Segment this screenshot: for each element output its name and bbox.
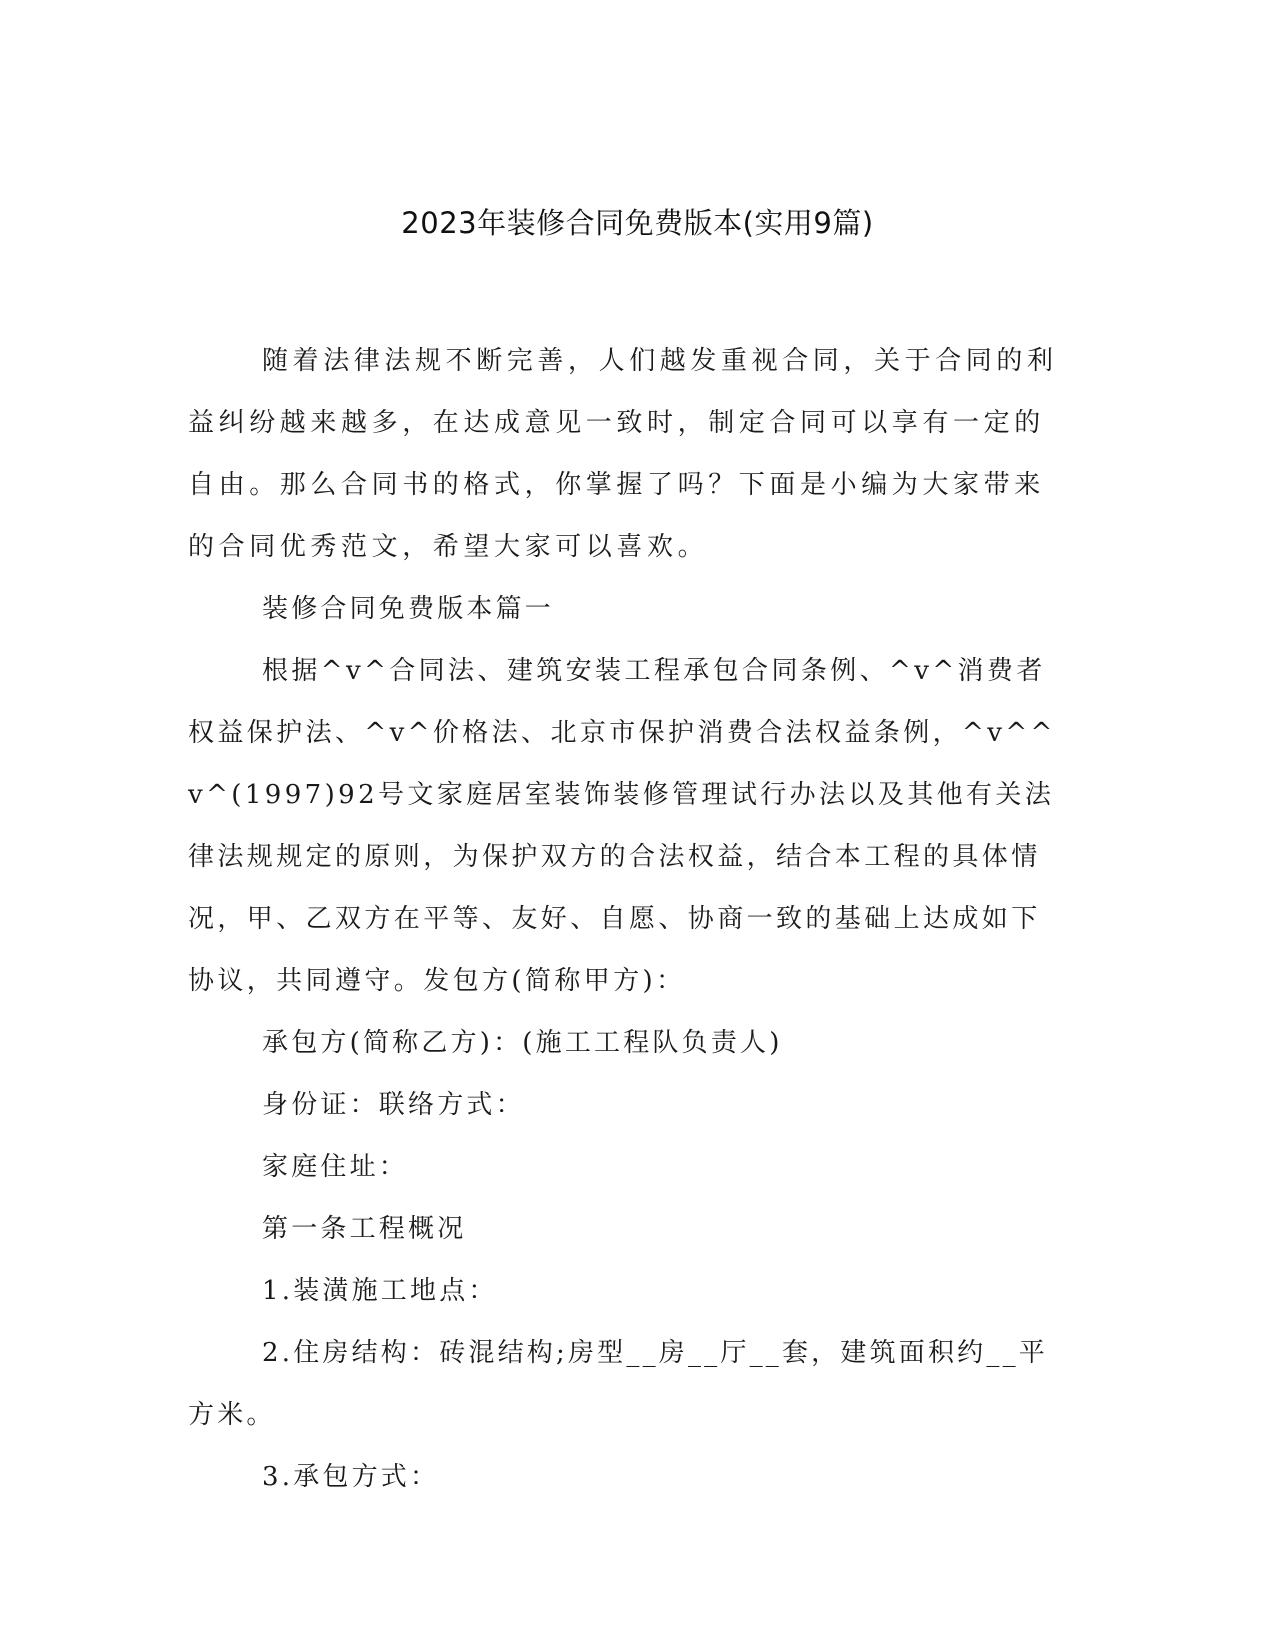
section-heading: 装修合同免费版本篇一 [262,594,555,624]
housing-structure-line: 2.住房结构：砖混结构;房型__房__厅__套，建筑面积约__平方米。 [188,1338,1048,1430]
document-body [188,330,1068,1508]
contract-method-line: 3.承包方式： [262,1462,440,1492]
construction-site-line: 1.装潢施工地点： [262,1276,498,1306]
intro-paragraph: 随着法律法规不断完善，人们越发重视合同，关于合同的利益纠纷越来越多，在达成意见一致时，制定合同可以享有一定的自由。那么合同书的格式，你掌握了吗？下面是小编为大家带来的合同优秀范文，希望大家可以喜欢。 [188,346,1058,562]
id-contact-line: 身份证：联络方式： [262,1090,525,1120]
article-one-heading: 第一条工程概况 [262,1214,467,1244]
home-address-line: 家庭住址： [262,1152,409,1182]
document-title: 2023年装修合同免费版本(实用9篇) [401,206,874,240]
legal-basis-paragraph: 根据^v^合同法、建筑安装工程承包合同条例、^v^消费者权益保护法、^v^价格法、北京市保护消费合法权益条例，^v^^v^(1997)92号文家庭居室装饰装修管理试行办法以及其他有关法律法规规定的原则，为保护双方的合法权益，结合本工程的具体情况，甲、乙双方在平等、友好、自愿、协商一致的基础上达成如下协议，共同遵守。发包方(简称甲方)： [188,656,1056,996]
contractor-line: 承包方(简称乙方)：(施工工程队负责人) [262,1028,783,1058]
